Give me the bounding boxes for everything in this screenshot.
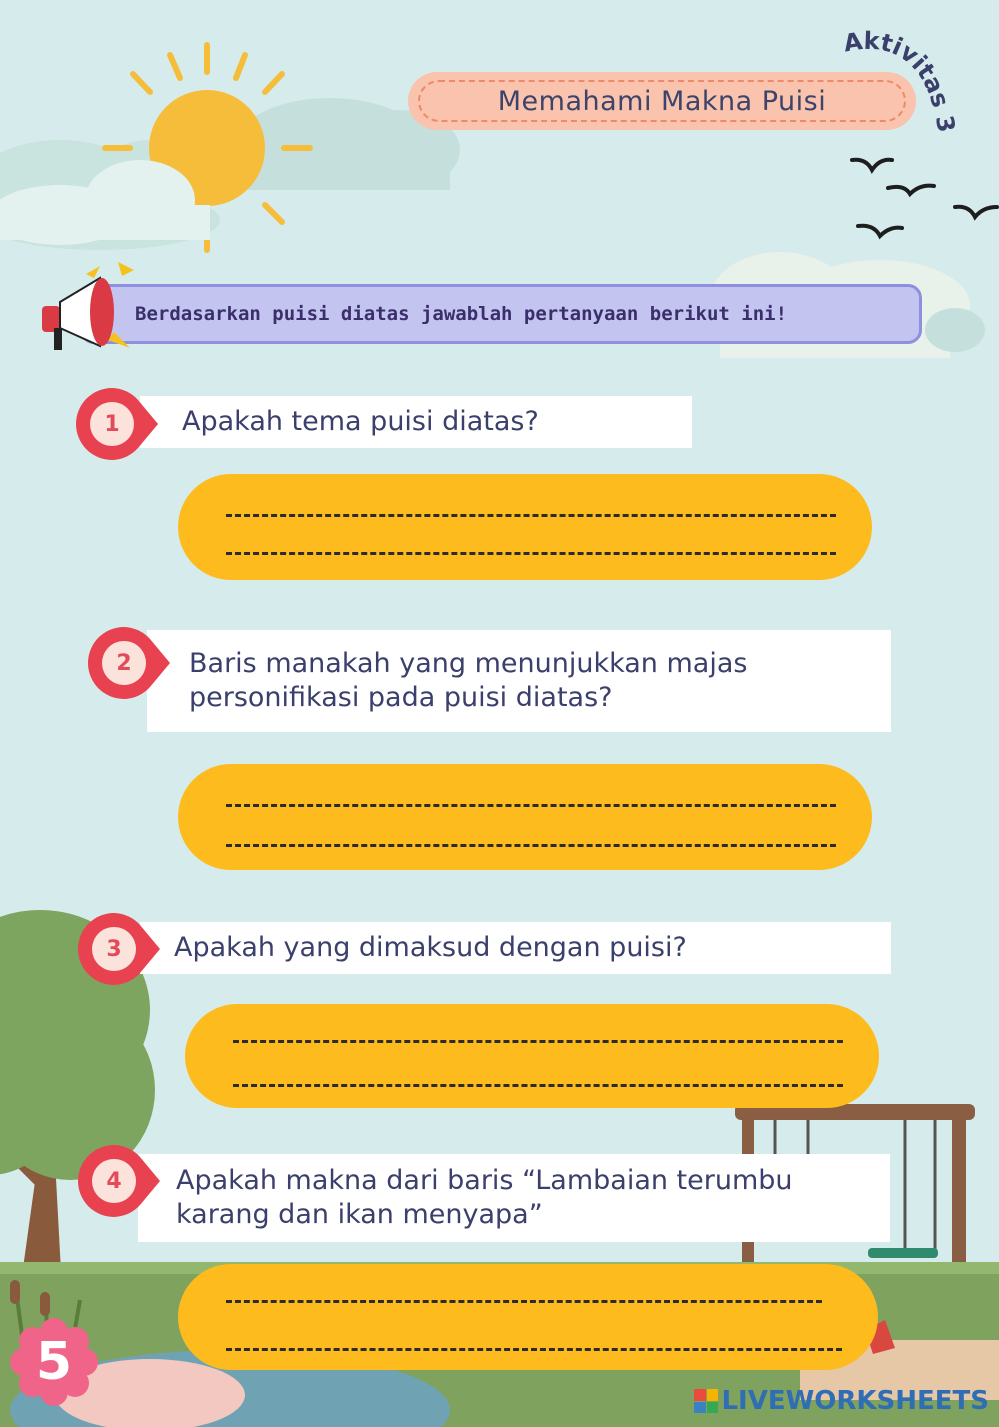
answer-field-3[interactable] <box>185 1004 879 1108</box>
answer-line <box>226 1300 822 1303</box>
question-3-number: 3 <box>92 927 136 971</box>
question-2-text: Baris manakah yang menunjukkan majas personifikasi pada puisi diatas? <box>189 648 748 713</box>
question-4-text: Apakah makna dari baris “Lambaian terumbu karang dan ikan menyapa” <box>176 1165 793 1230</box>
question-4 <box>138 1154 890 1242</box>
answer-field-2[interactable] <box>178 764 872 870</box>
answer-field-1[interactable] <box>178 474 872 580</box>
instruction-text: Berdasarkan puisi diatas jawablah pertanyaan berikut ini! <box>135 303 788 325</box>
page-title: Memahami Makna Puisi <box>418 80 906 122</box>
instruction-banner <box>80 284 922 344</box>
question-4-number: 4 <box>92 1159 136 1203</box>
question-1-text: Apakah tema puisi diatas? <box>182 406 539 437</box>
question-2-badge <box>88 627 160 699</box>
question-2 <box>147 630 891 732</box>
question-3-badge <box>78 913 150 985</box>
footer-brand-text: LIVEWORKSHEETS <box>721 1386 989 1416</box>
birds-icon <box>852 160 997 236</box>
title-banner <box>408 72 916 130</box>
question-4-badge <box>78 1145 150 1217</box>
question-1-badge <box>76 388 148 460</box>
answer-line <box>226 552 836 555</box>
question-1 <box>140 396 692 448</box>
liveworksheets-logo-icon <box>694 1389 718 1413</box>
answer-line <box>226 804 836 807</box>
answer-field-4[interactable] <box>178 1264 878 1370</box>
question-3 <box>140 922 891 974</box>
answer-line <box>226 844 836 847</box>
question-1-number: 1 <box>90 402 134 446</box>
page-number: 5 <box>35 1332 73 1392</box>
answer-line <box>226 1348 842 1351</box>
activity-label-text: Aktivitas 3 <box>841 26 961 135</box>
megaphone-icon <box>38 262 148 354</box>
page-number-badge <box>10 1318 98 1406</box>
answer-line <box>233 1040 843 1043</box>
question-3-text: Apakah yang dimaksud dengan puisi? <box>174 932 687 963</box>
answer-line <box>233 1084 843 1087</box>
footer-brand[interactable] <box>694 1386 989 1416</box>
answer-line <box>226 514 836 517</box>
question-2-number: 2 <box>102 641 146 685</box>
